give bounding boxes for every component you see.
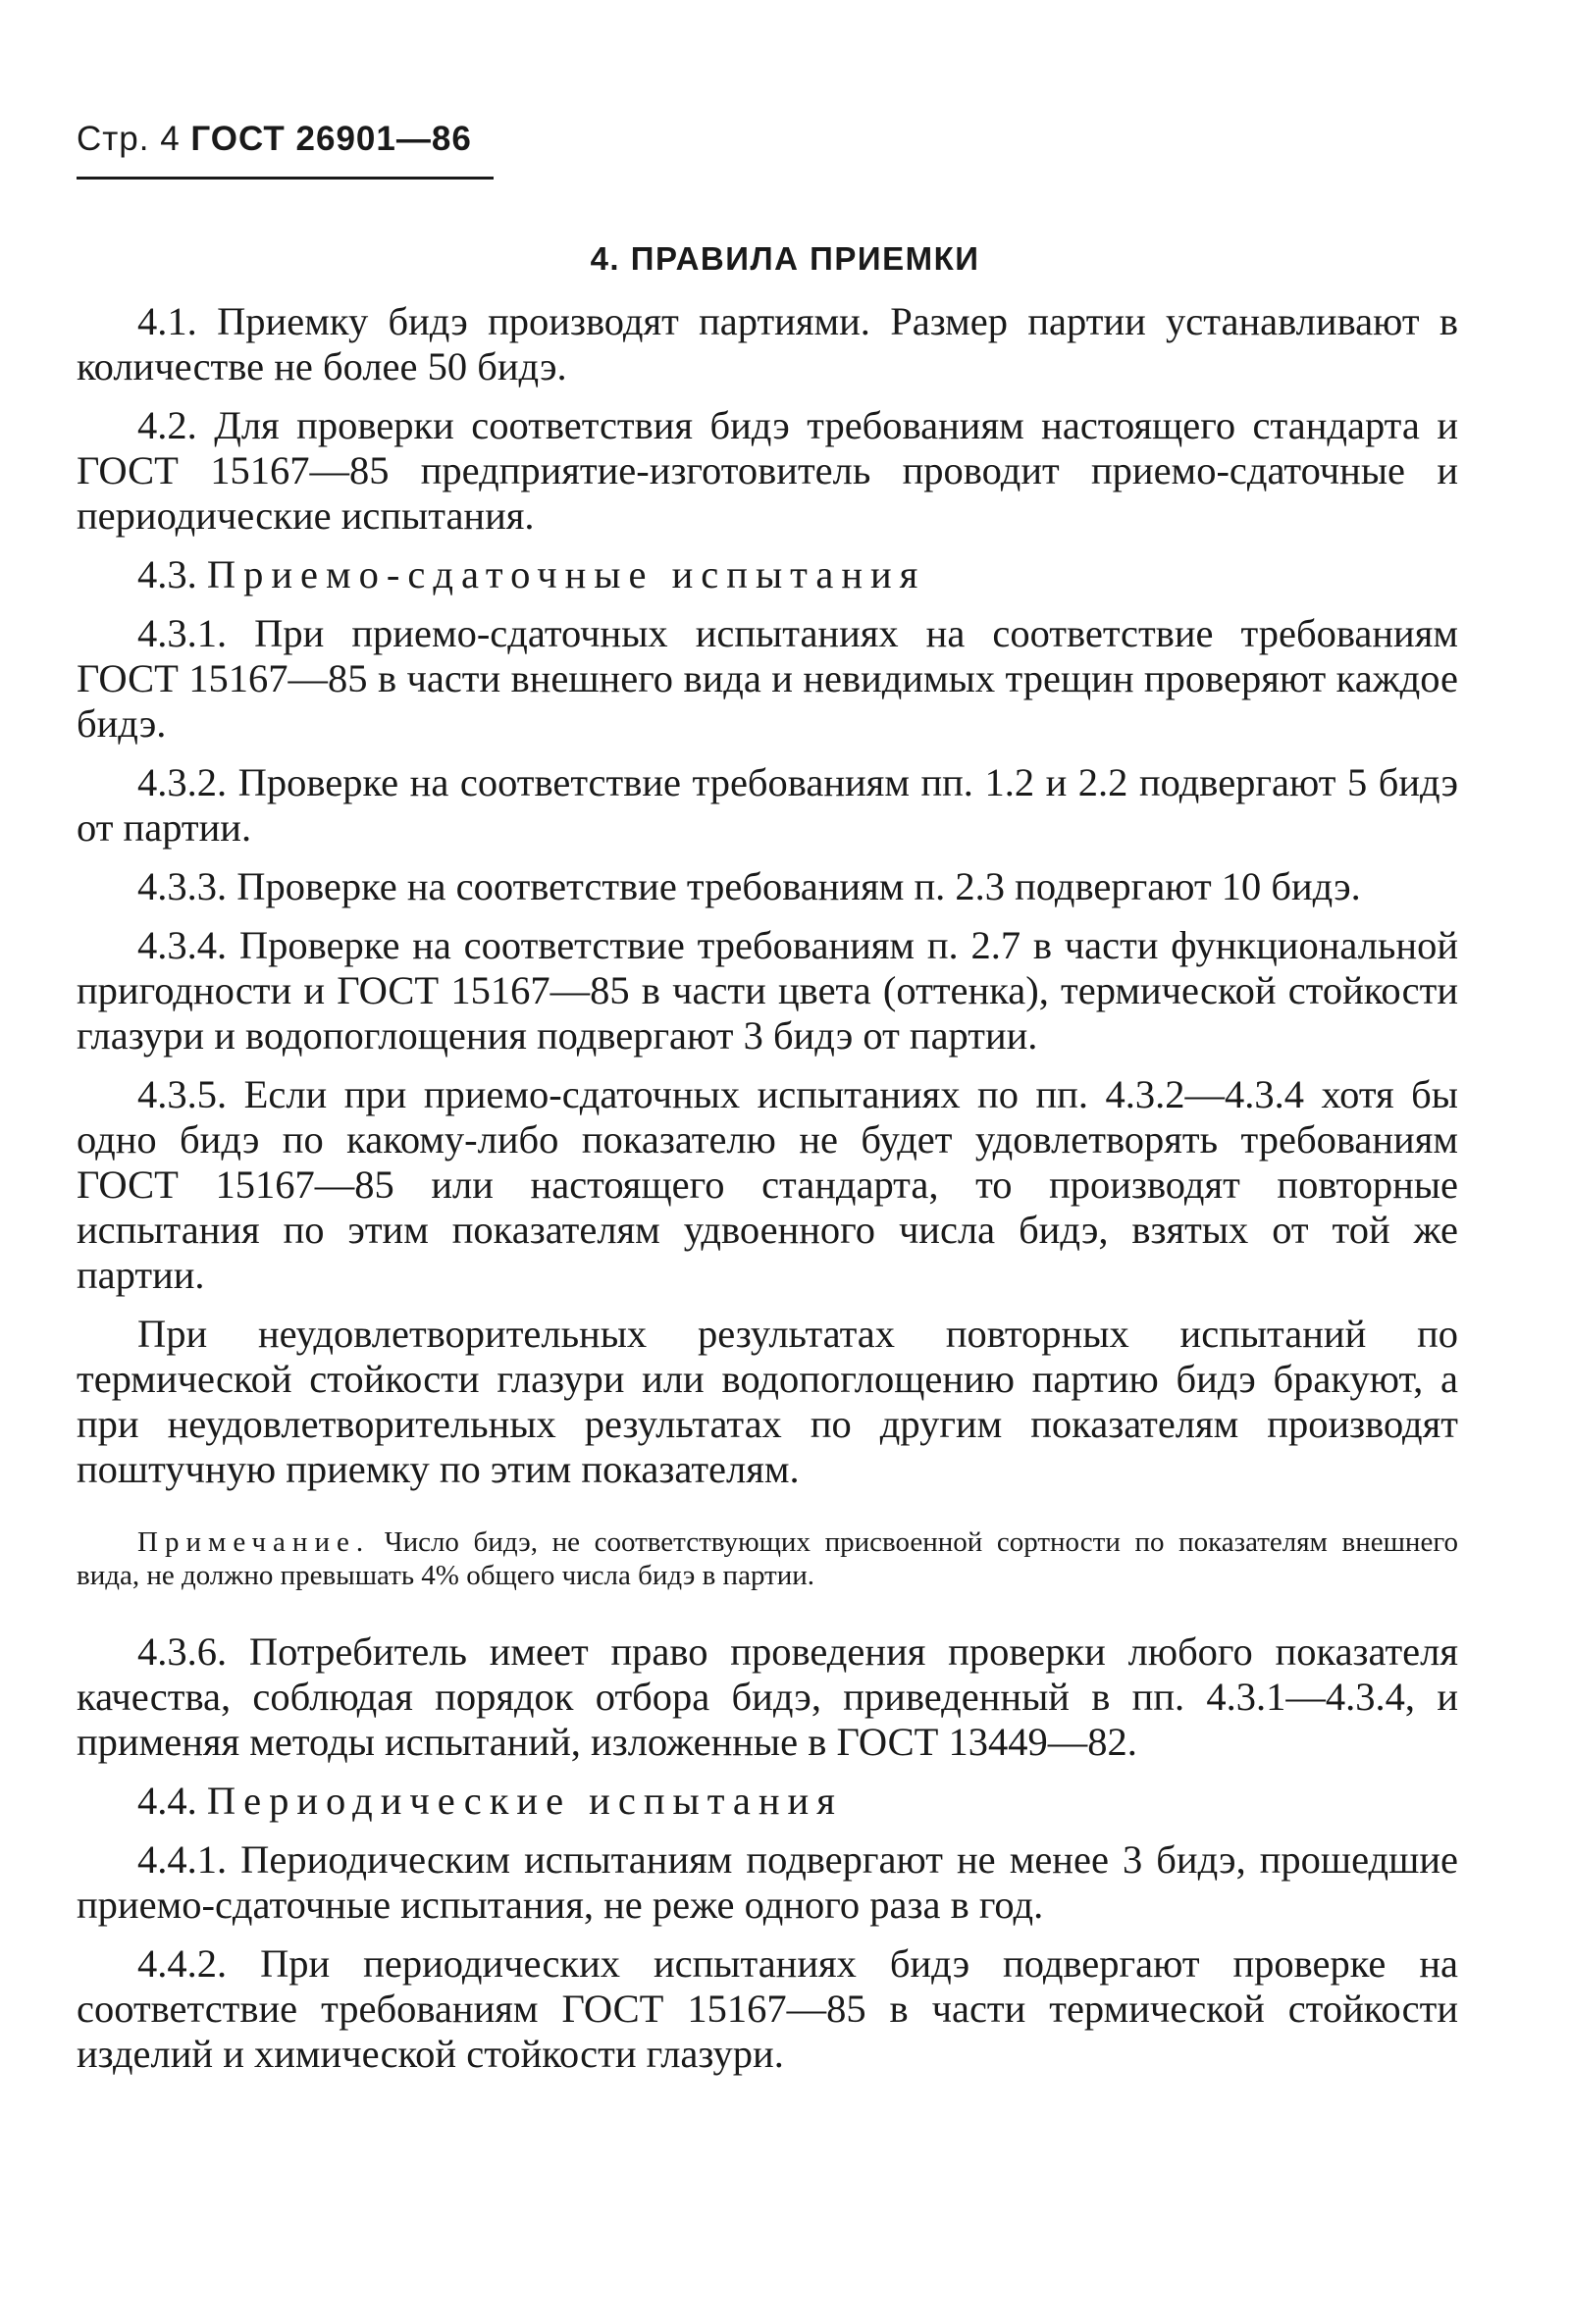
page-number: Стр. 4 [77,120,181,158]
document-body [77,299,1458,2077]
paragraph-4-4-2: 4.4.2. При периодических испытаниях бидэ подвергают проверке на соответствие требованиям ГОСТ 15167—85 в части термической стойкости изделий и химической стойкости глазури. [77,1941,1458,2076]
paragraph-4-3-1: 4.3.1. При приемо-сдаточных испытаниях на соответствие требованиям ГОСТ 15167—85 в части внешнего вида и невидимых трещин проверяют каждое бидэ. [77,611,1458,746]
paragraph-4-1: 4.1. Приемку бидэ производят партиями. Размер партии устанавливают в количестве не более 50 бидэ. [77,299,1458,388]
paragraph-4-3-4: 4.3.4. Проверке на соответствие требованиям п. 2.7 в части функциональной пригодности и ГОСТ 15167—85 в части цвета (оттенка), термической стойкости глазури и водопоглощения подвергают 3 бидэ от партии. [77,923,1458,1058]
header-rule [77,177,494,180]
note-text: Число бидэ, не соответствующих присвоенной сортности по показателям внешнего вида, не должно превышать 4% общего числа бидэ в партии. [77,1526,1458,1591]
paragraph-4-3-5-continued: При неудовлетворительных результатах повторных испытаний по термической стойкости глазури или водопоглощению партию бидэ бракуют, а при неудовлетворительных результатах по другим показателям производят поштучную приемку по этим показателям. [77,1312,1458,1491]
paragraph-4-3-3: 4.3.3. Проверке на соответствие требованиям п. 2.3 подвергают 10 бидэ. [137,864,1361,908]
paragraph-4-4-1: 4.4.1. Периодическим испытаниям подвергают не менее 3 бидэ, прошедшие приемо-сдаточные испытания, не реже одного раза в год. [77,1837,1458,1927]
paragraph-4-3-5: 4.3.5. Если при приемо-сдаточных испытаниях по пп. 4.3.2—4.3.4 хотя бы одно бидэ по какому-либо показателю не будет удовлетворять требованиям ГОСТ 15167—85 или настоящего стандарта, то производят повторные испытания по этим показателям удвоенного числа бидэ, взятых от той же партии. [77,1072,1458,1297]
subsection-title: Приемо-сдаточные испытания [206,552,926,596]
subsection-heading-4-3 [77,552,1458,597]
note-label: Примечание. [137,1526,371,1558]
subsection-title: Периодические испытания [206,1779,843,1823]
note [77,1525,1458,1592]
standard-number: ГОСТ 26901—86 [190,120,472,158]
paragraph-4-2: 4.2. Для проверки соответствия бидэ требованиям настоящего стандарта и ГОСТ 15167—85 предприятие-изготовитель проводит приемо-сдаточные и периодические испытания. [77,403,1458,538]
paragraph-4-3-2: 4.3.2. Проверке на соответствие требованиям пп. 1.2 и 2.2 подвергают 5 бидэ от партии. [77,760,1458,850]
paragraph-4-3-6: 4.3.6. Потребитель имеет право проведения проверки любого показателя качества, соблюдая порядок отбора бидэ, приведенный в пп. 4.3.1—4.3.4, и применяя методы испытаний, изложенные в ГОСТ 13449—82. [77,1629,1458,1764]
page-header [77,120,472,159]
subsection-heading-4-4 [77,1779,1458,1824]
subsection-number: 4.4. [137,1779,197,1823]
subsection-number: 4.3. [137,552,197,596]
section-title: 4. ПРАВИЛА ПРИЕМКИ [590,240,980,277]
